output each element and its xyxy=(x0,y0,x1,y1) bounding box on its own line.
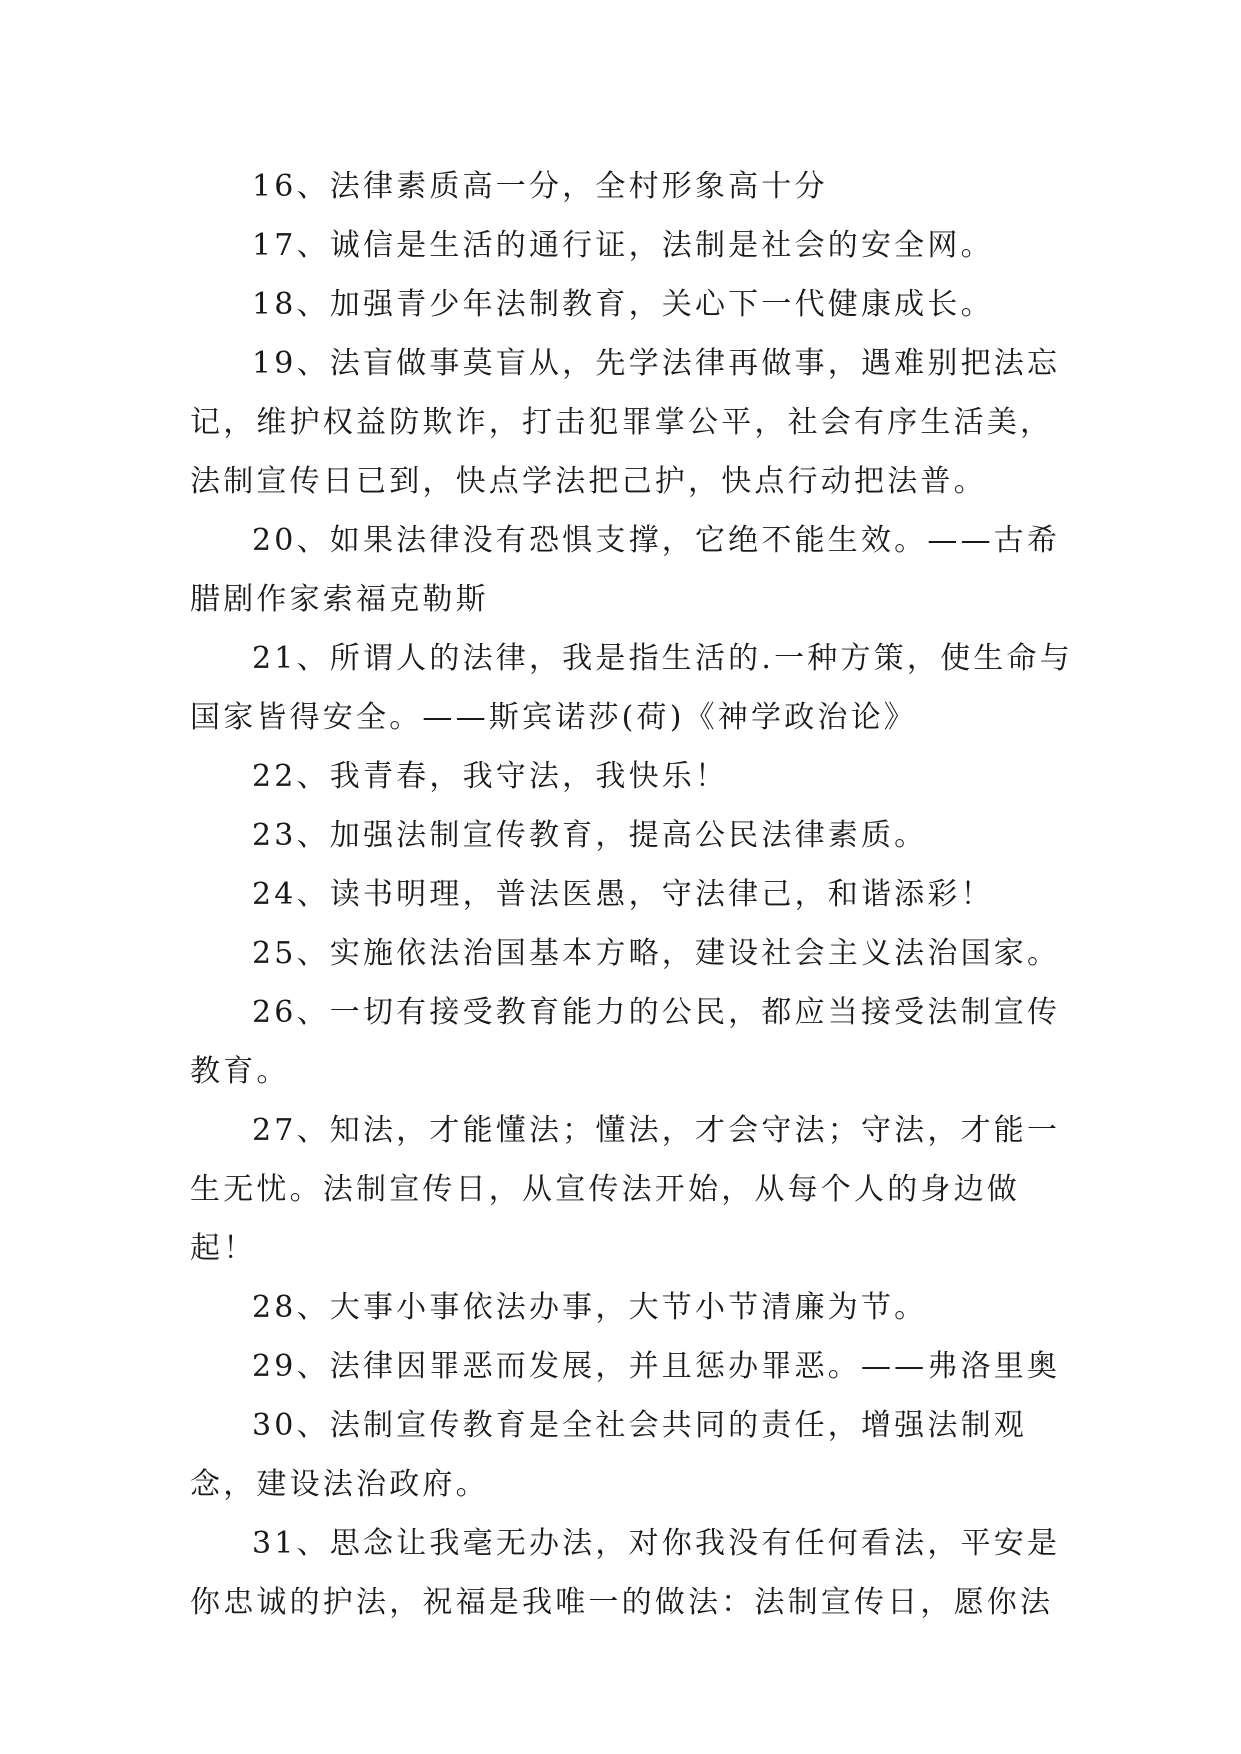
paragraph-29: 29、法律因罪恶而发展，并且惩办罪恶。——弗洛里奥 xyxy=(252,1349,1061,1384)
paragraph-24: 24、读书明理，普法医愚，守法律己，和谐添彩！ xyxy=(252,877,994,912)
paragraph-31: 31、思念让我毫无办法，对你我没有任何看法，平安是你忠诚的护法，祝福是我唯一的做法：法制宣传日，愿你法 xyxy=(190,1526,1061,1620)
paragraph-27: 27、知法，才能懂法；懂法，才会守法；守法，才能一生无忧。法制宣传日，从宣传法开始，从每个人的身边做起！ xyxy=(190,1113,1061,1266)
paragraph-19: 19、法盲做事莫盲从，先学法律再做事，遇难别把法忘记，维护权益防欺诈，打击犯罪掌公平，社会有序生活美，法制宣传日已到，快点学法把己护，快点行动把法普。 xyxy=(190,346,1061,499)
paragraph-23: 23、加强法制宣传教育，提高公民法律素质。 xyxy=(252,818,928,853)
paragraph-21: 21、所谓人的法律，我是指生活的.一种方策，使生命与国家皆得安全。——斯宾诺莎(荷)《神学政治论》 xyxy=(190,641,1073,735)
paragraph-22: 22、我青春，我守法，我快乐！ xyxy=(252,759,729,794)
paragraph-28: 28、大事小事依法办事，大节小节清廉为节。 xyxy=(252,1290,928,1325)
document-body xyxy=(190,157,1080,1632)
paragraph-26: 26、一切有接受教育能力的公民，都应当接受法制宣传教育。 xyxy=(190,995,1061,1089)
paragraph-20: 20、如果法律没有恐惧支撑，它绝不能生效。——古希腊剧作家索福克勒斯 xyxy=(190,523,1061,617)
paragraph-16: 16、法律素质高一分，全村形象高十分 xyxy=(252,169,828,204)
paragraph-30: 30、法制宣传教育是全社会共同的责任，增强法制观念，建设法治政府。 xyxy=(190,1408,1027,1502)
paragraph-18: 18、加强青少年法制教育，关心下一代健康成长。 xyxy=(252,287,994,322)
paragraph-17: 17、诚信是生活的通行证，法制是社会的安全网。 xyxy=(252,228,994,263)
paragraph-25: 25、实施依法治国基本方略，建设社会主义法治国家。 xyxy=(252,936,1061,971)
